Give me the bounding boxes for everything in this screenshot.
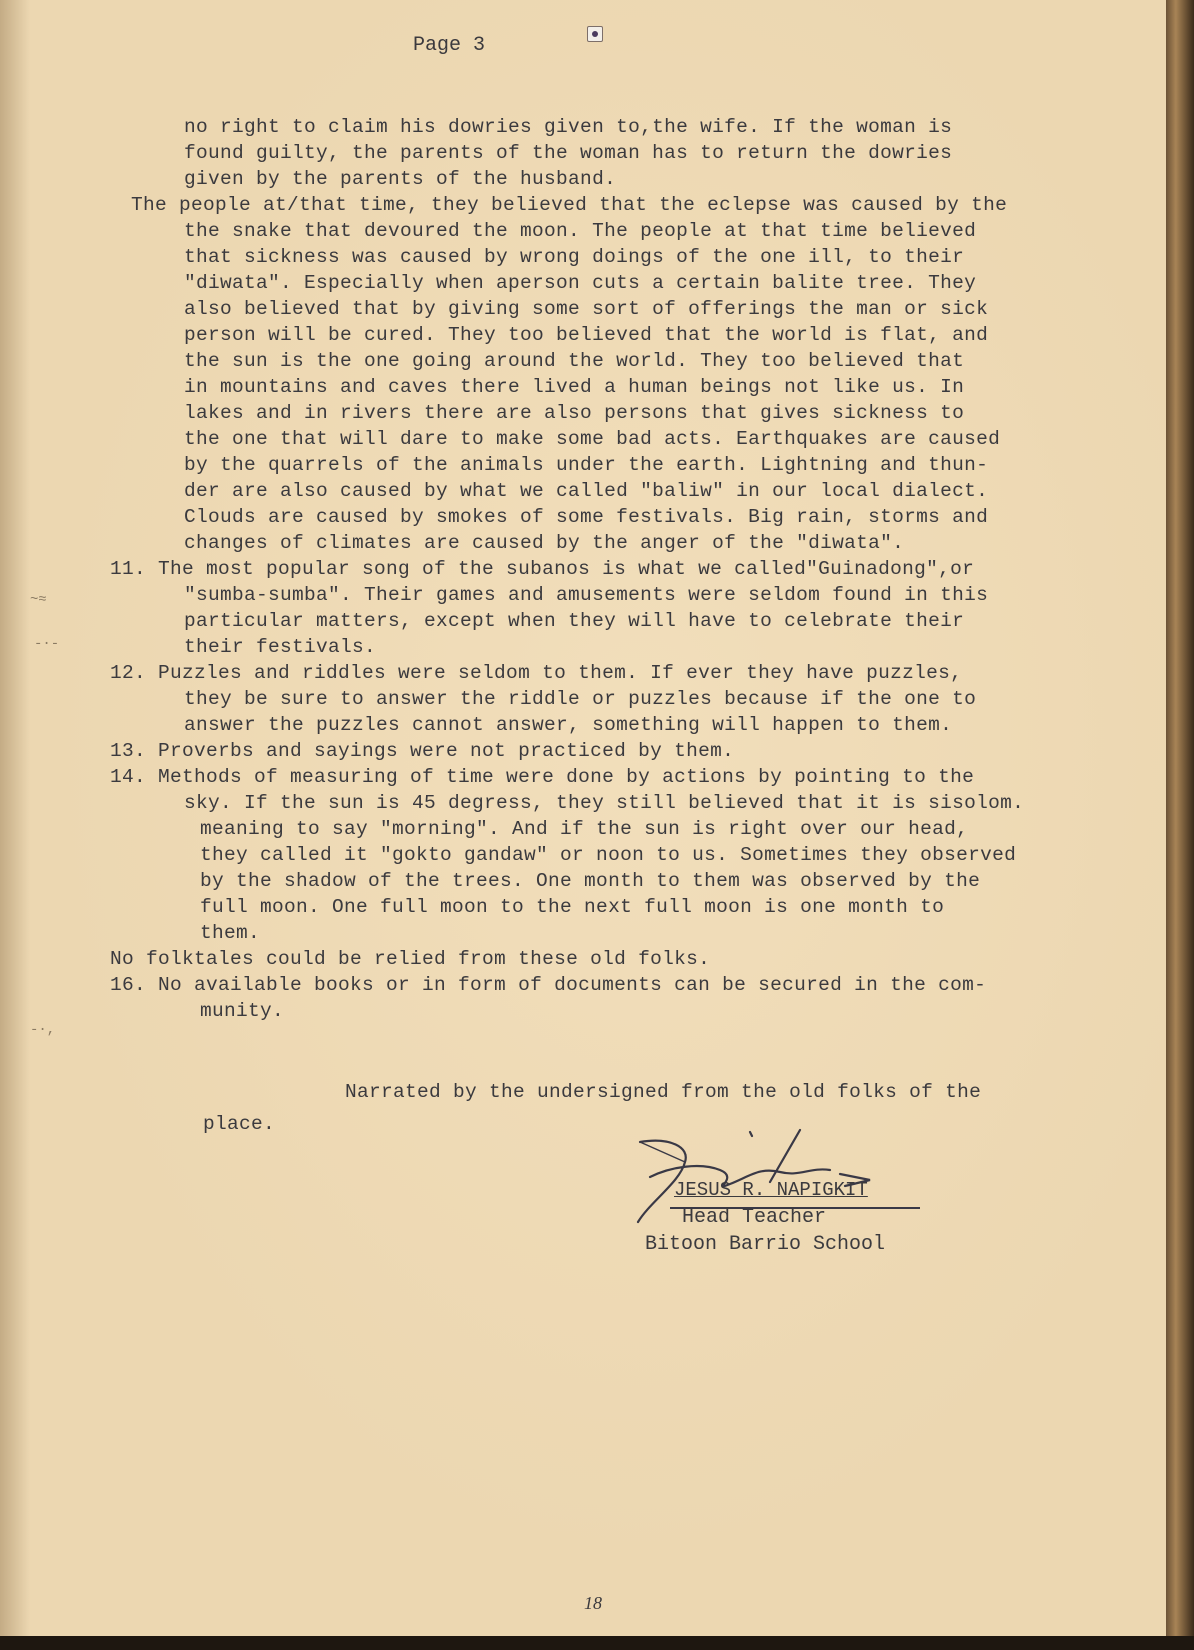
text-line: in mountains and caves there lived a human beings not like us. In bbox=[184, 376, 965, 398]
text-line: by the shadow of the trees. One month to them was observed by the bbox=[200, 870, 981, 892]
text-line: they called it "gokto gandaw" or noon to us. Sometimes they observed bbox=[200, 844, 1017, 866]
margin-mark-icon: -·, bbox=[30, 1022, 56, 1038]
text-line: 16. No available books or in form of documents can be secured in the com- bbox=[110, 974, 987, 996]
text-line: the sun is the one going around the world. They too believed that bbox=[184, 350, 965, 372]
bottom-edge bbox=[0, 1636, 1194, 1650]
text-line: found guilty, the parents of the woman has to return the dowries bbox=[184, 142, 953, 164]
text-line: "diwata". Especially when aperson cuts a certain balite tree. They bbox=[184, 272, 977, 294]
text-line: 11. The most popular song of the subanos is what we called"Guinadong",or bbox=[110, 558, 975, 580]
text-line: no right to claim his dowries given to,the wife. If the woman is bbox=[184, 116, 953, 138]
text-line: particular matters, except when they will have to celebrate their bbox=[184, 610, 965, 632]
page-label: Page 3 bbox=[413, 34, 486, 57]
binding-edge bbox=[1166, 0, 1194, 1650]
footer-page-number: 18 bbox=[584, 1593, 602, 1613]
text-line: that sickness was caused by wrong doings of the one ill, to their bbox=[184, 246, 965, 268]
text-line: Clouds are caused by smokes of some festivals. Big rain, storms and bbox=[184, 506, 989, 528]
text-line: lakes and in rivers there are also persons that gives sickness to bbox=[184, 402, 965, 424]
text-line: der are also caused by what we called "baliw" in our local dialect. bbox=[184, 480, 989, 502]
text-line: the snake that devoured the moon. The people at that time believed bbox=[184, 220, 977, 242]
text-line: munity. bbox=[200, 1000, 285, 1022]
text-line: "sumba-sumba". Their games and amusements were seldom found in this bbox=[184, 584, 989, 606]
text-line: person will be cured. They too believed that the world is flat, and bbox=[184, 324, 989, 346]
signatory-school: Bitoon Barrio School bbox=[645, 1233, 886, 1256]
closing-text: place. bbox=[203, 1113, 276, 1135]
text-line: The people at/that time, they believed that the eclepse was caused by the bbox=[131, 194, 1008, 216]
text-line: answer the puzzles cannot answer, something will happen to them. bbox=[184, 714, 953, 736]
text-line: they be sure to answer the riddle or puzzles because if the one to bbox=[184, 688, 977, 710]
text-line: sky. If the sun is 45 degress, they still believed that it is sisolom. bbox=[184, 792, 1025, 814]
text-line: full moon. One full moon to the next full moon is one month to bbox=[200, 896, 945, 918]
text-line: No folktales could be relied from these old folks. bbox=[110, 948, 711, 970]
text-line: by the quarrels of the animals under the earth. Lightning and thun- bbox=[184, 454, 989, 476]
closing-text: Narrated by the undersigned from the old folks of the bbox=[345, 1081, 982, 1103]
text-line: them. bbox=[200, 922, 261, 944]
text-line: also believed that by giving some sort of offerings the man or sick bbox=[184, 298, 989, 320]
text-line: meaning to say "morning". And if the sun is right over our head, bbox=[200, 818, 969, 840]
signatory-name: JESUS R. NAPIGKIT bbox=[674, 1179, 868, 1201]
margin-mark-icon: -·- bbox=[34, 636, 60, 652]
text-line: 14. Methods of measuring of time were done by actions by pointing to the bbox=[110, 766, 975, 788]
signatory-title: Head Teacher bbox=[682, 1206, 827, 1229]
text-line: 13. Proverbs and sayings were not practiced by them. bbox=[110, 740, 735, 762]
margin-mark-icon: ~≈ bbox=[30, 592, 47, 608]
text-line: given by the parents of the husband. bbox=[184, 168, 617, 190]
text-line: changes of climates are caused by the anger of the "diwata". bbox=[184, 532, 905, 554]
staple-pin-icon bbox=[587, 26, 603, 42]
text-line: their festivals. bbox=[184, 636, 377, 658]
text-line: 12. Puzzles and riddles were seldom to them. If ever they have puzzles, bbox=[110, 662, 963, 684]
text-line: the one that will dare to make some bad acts. Earthquakes are caused bbox=[184, 428, 1001, 450]
